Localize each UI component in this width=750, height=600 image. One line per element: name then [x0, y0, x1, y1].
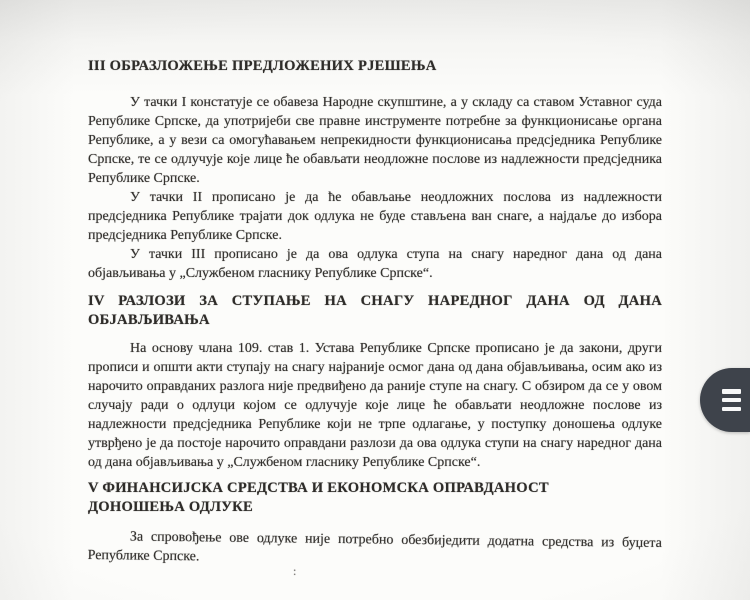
- section-heading-iv: [88, 292, 662, 330]
- paragraph: У тачки I констатује се обавеза Народне скупштине, а у складу са ставом Уставног суда Републике Српске, да употријеби све правне инструменте потребне за функционисање органа Републике, а у вези са омогућавањем непрекидности функционисања предсједника Републике Српске, те се одлучује које лице ће обављати неодложне послове из надлежности предсједника Републике Српске.: [88, 95, 662, 186]
- paragraph: У тачки III прописано је да ова одлука ступа на снагу наредног дана од дана објављивања у „Службеном гласнику Републике Српске“.: [88, 247, 662, 281]
- heading-line: ДОНОШЕЊА ОДЛУКЕ: [88, 499, 253, 515]
- paragraph: На основу члана 109. став 1. Устава Републике Српске прописано је да закони, други прописи и општи акти ступају на снагу најраније осмог дана од дана објављивања, осим ако из нарочито оправданих разлога није предвиђено да раније ступе на снагу. С обзиром да се у овом случају ради о одлуци којом се одлучује које лице ће обављати неодложне послове из надлежности предсједника Републике који не трпе одлагање, у поступку доношења одлуке утврђено је да постоје нарочито оправдани разлози да ова одлука ступи на снагу наредног дана од дана објављивања у „Службеном гласнику Републике Српске“.: [88, 341, 662, 470]
- side-menu-button[interactable]: [700, 368, 750, 432]
- section-heading-v: [88, 479, 662, 517]
- paragraph: За спровођење ове одлуке није потребно обезбиједити додатна средства из буџета Републике Српске.: [87, 529, 662, 565]
- heading-line: ОБЈАВЉИВАЊА: [88, 312, 210, 328]
- heading-line: III ОБРАЗЛОЖЕЊЕ ПРЕДЛОЖЕНИХ РЈЕШЕЊА: [88, 58, 437, 74]
- hamburger-menu-icon: [722, 389, 741, 411]
- scan-artifact: :: [293, 564, 297, 578]
- paragraph: У тачки II прописано је да ће обављање неодложних послова из надлежности предсједника Републике трајати док одлука не буде стављена ван снаге, а најдаље до избора предсједника Републике Српске.: [88, 190, 662, 243]
- heading-line: V ФИНАНСИЈСКА СРЕДСТВА И ЕКОНОМСКА ОПРАВДАНОСТ: [88, 480, 549, 496]
- scanned-document: [87, 57, 662, 578]
- section-heading-iii: [88, 57, 662, 76]
- heading-line: IV РАЗЛОЗИ ЗА СТУПАЊЕ НА СНАГУ НАРЕДНОГ ДАНА ОД ДАНА: [88, 293, 662, 309]
